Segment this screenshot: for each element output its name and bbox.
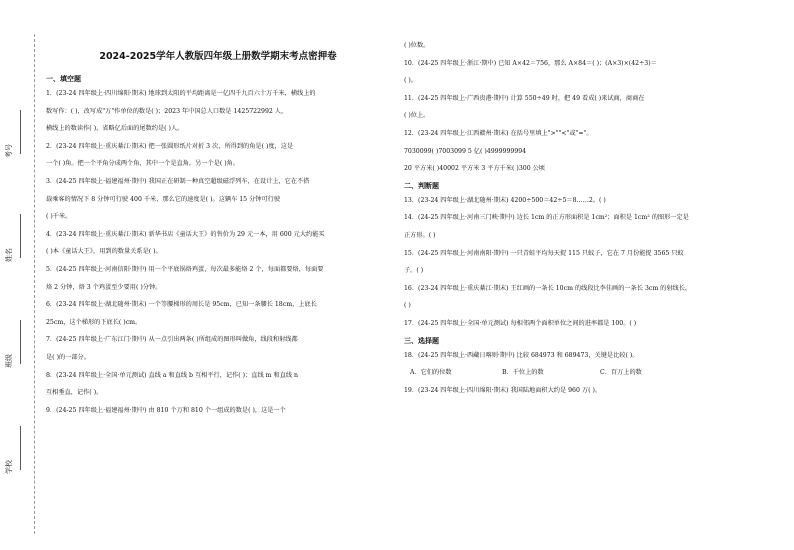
binding-divider	[34, 34, 35, 534]
question-line: 18．(24-25 四年级上·西藏日喀则·期中) 比较 684973 和 689473，关键是比较( )。	[404, 351, 639, 359]
question-line: 25cm，这个梯形的下底长( )cm。	[46, 318, 142, 326]
sidebar-label-exam-number: 考号	[5, 144, 13, 158]
question-line: 10．(24-25 四年级上·浙江·期中) 已知 A×42＝756，那么 A×84＝( )；(A×3)×(42÷3)＝	[404, 59, 657, 67]
question-line: 子。( )	[404, 267, 424, 275]
sidebar-fill-line	[20, 426, 21, 470]
question-line: ( )	[404, 302, 411, 310]
question-line: 13．(23-24 四年级上·湖北随州·期末) 4200÷500＝42÷5＝8……2。( )	[404, 196, 606, 204]
question-line: 2．(23-24 四年级上·重庆綦江·期末) 把一张圆形纸片对折 3 次，所得到的角是( )度，这是	[46, 142, 294, 150]
sidebar-fill-line	[20, 110, 21, 154]
question-line: 一个( )角。把一个平角分成两个角，其中一个是直角，另一个是( )角。	[46, 160, 240, 168]
sidebar-label-class: 班级	[5, 354, 13, 368]
question-line: ( )千米。	[46, 213, 72, 221]
question-line: 7．(24-25 四年级上·广东江门·期中) 从一点引出两条( )所组成的图形叫做角，线段和射线都	[46, 336, 298, 344]
question-line: 11．(24-25 四年级上·广西贵港·期中) 计算 550÷49 时，把 49 看成( )来试商，商商在	[404, 94, 645, 102]
section-heading-fill-in: 一、填空题	[46, 75, 81, 83]
sidebar-fill-line	[20, 320, 21, 364]
question-line: 14．(24-25 四年级上·河南三门峡·期中) 边长 1cm 的正方形面积是 1cm²；面积是 1cm² 的图形一定是	[404, 214, 689, 222]
section-heading-true-false: 二、判断题	[404, 181, 439, 190]
choice-option-b: B．千位上的数	[502, 369, 544, 377]
choice-option-a: A．它们的位数	[410, 369, 452, 377]
question-line: ( )本《童话大王》，用到的数量关系是( )。	[46, 248, 162, 256]
choice-option-c: C．百万上的数	[600, 369, 642, 377]
sidebar-fill-line	[20, 214, 21, 258]
sidebar-label-school: 学校	[5, 460, 13, 474]
question-line: 正方形。( )	[404, 231, 436, 239]
question-line: 17．(24-25 四年级上·全国·单元测试) 每相邻两个面积单位之间的进率都是 100。( )	[404, 319, 637, 327]
question-line: 19．(23-24 四年级上·四川绵阳·期末) 我国陆地面积大约是 960 万( )。	[404, 386, 602, 394]
question-line: 是( )的一部分。	[46, 353, 90, 361]
question-line: ( )位数。	[404, 42, 430, 49]
question-line: 1．(23-24 四年级上·四川绵阳·期末) 地球到太阳的平均距离是一亿四千九百六十万千米，横线上的	[46, 90, 316, 97]
question-line: 载乘客的情况下 8 分钟可行驶 400 千米，那么它的速度是( )。这辆车 15 分钟可行驶	[46, 195, 281, 203]
question-line: 6．(23-24 四年级上·湖北随州·期末) 一个等腰梯形的周长是 95cm，已知一条腰长 18cm，上底长	[46, 301, 317, 309]
question-line: 20 平方米( )40002 平方米 3 平方千米( )300 公顷	[404, 165, 545, 173]
question-line: 16．(23-24 四年级上·重庆綦江·期末) 王红画的一条长 10cm 的线段比李佳画的一条长 3cm 的射线长。	[404, 284, 692, 292]
question-line: 8．(23-24 四年级上·全国·单元测试) 直线 a 和直线 b 互相平行，记作( )；直线 m 和直线 n	[46, 371, 298, 379]
question-line: 横线上的数读作( )，省略亿后面的尾数约是( )人。	[46, 125, 184, 133]
question-line: 12．(23-24 四年级上·江西赣州·期末) 在括号里填上">""<"或"="。	[404, 129, 593, 137]
question-line: 4．(23-24 四年级上·重庆綦江·期末) 新华书店《童话大王》的售价为 29 元一本，用 600 元大约能买	[46, 230, 325, 238]
choice-options	[404, 367, 788, 380]
question-line: 数写作：( )，改写成"万"作单位的数是( )；2023 年中国总人口数是 1425722992 人，	[46, 107, 288, 115]
left-column	[46, 36, 390, 422]
question-line: 9．(24-25 四年级上·福建福州·期中) 由 810 个万和 810 个一组成的数是( )，这是一个	[46, 406, 286, 414]
question-line: 烙 2 分钟，烙 3 个鸡蛋至少要用( )分钟。	[46, 283, 162, 291]
question-line: ( )位上。	[404, 112, 430, 120]
question-line: ( )。	[404, 77, 417, 85]
question-line: 3．(24-25 四年级上·福建福州·期中) 我国正在研制一种真空超级磁浮列车，在设计上，它在不搭	[46, 177, 310, 185]
question-line: 互相垂直，记作( )。	[46, 389, 103, 397]
right-column	[404, 40, 788, 402]
question-line: 7030099( )7003099 5 亿( )4999999994	[404, 147, 527, 155]
question-line: 15．(24-25 四年级上·河南南阳·期中) 一只青蛙平均每天捉 115 只蚊子，它在 7 月份能捉 3565 只蚊	[404, 249, 684, 257]
sidebar-label-name: 姓名	[5, 248, 13, 262]
binding-sidebar	[0, 0, 34, 550]
page-title: 2024-2025学年人教版四年级上册数学期末考点密押卷	[99, 51, 337, 62]
section-heading-multiple-choice: 三、选择题	[404, 336, 439, 345]
question-line: 5．(24-25 四年级上·河南信阳·期中) 用一个平底锅烙鸡蛋，每次最多能烙 2 个，每面都要烙，每面要	[46, 265, 324, 273]
